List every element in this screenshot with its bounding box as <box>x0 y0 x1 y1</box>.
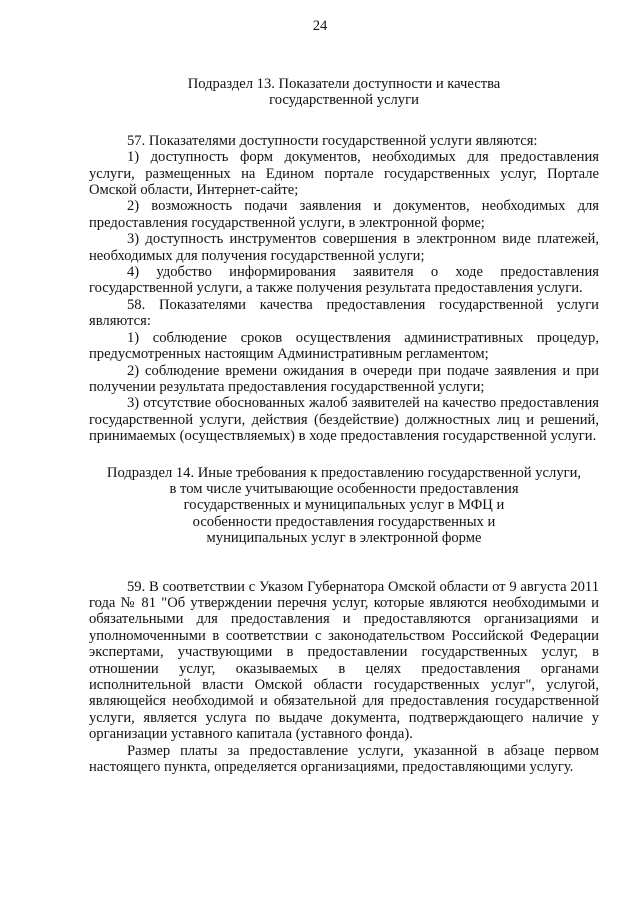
page-content <box>89 76 599 775</box>
paragraph-58-item1: 1) соблюдение сроков осуществления административных процедур, предусмотренных настоящим Административным регламентом; <box>89 329 599 363</box>
page-number: 24 <box>312 18 328 34</box>
subsection-14-line3: государственных и муниципальных услуг в МФЦ и <box>183 497 505 514</box>
paragraph-57-item1: 1) доступность форм документов, необходимых для предоставления услуги, размещенных на Едином портале государственных услуг, Портале Омской области, Интернет-сайте; <box>89 149 599 199</box>
subsection-14-line4: особенности предоставления государственных и <box>192 513 496 530</box>
subsection-13-title-line1: Подраздел 13. Показатели доступности и качества <box>187 76 501 92</box>
paragraph-57-item2: 2) возможность подачи заявления и документов, необходимых для предоставления государственной услуги, в электронной форме; <box>89 198 599 231</box>
paragraph-57-item4: 4) удобство информирования заявителя о ходе предоставления государственной услуги, а также получения результата предоставления услуги. <box>89 264 599 297</box>
subsection-14-heading <box>79 465 609 547</box>
paragraph-58-intro: 58. Показателями качества предоставления государственной услуги являются: <box>89 296 599 330</box>
paragraph-59: 59. В соответствии с Указом Губернатора Омской области от 9 августа 2011 года № 81 "Об утверждении перечня услуг, которые являются необходимыми и обязательными для предоставления и предоставляются организациями и уполномоченными в соответствии с законодательством Российской Федерации экспертами, участвующими в предоставлении государственных услуг, в отношении услуг, оказываемых в целях предоставления органами исполнительной власти Омской области государственных услуг", услугой, являющейся необходимой и обязательной для предоставления государственной услуги, является услуга по выдаче документа, подтверждающего наличие у организации уставного капитала (уставного фонда). <box>89 578 599 743</box>
subsection-13-title-line2: государственной услуги <box>269 92 419 109</box>
subsection-14-line2: в том числе учитывающие особенности предоставления <box>169 480 519 497</box>
paragraph-58-item2: 2) соблюдение времени ожидания в очереди при подаче заявления и при получении результата предоставления государственной услуги; <box>89 362 599 395</box>
paragraph-57-item3: 3) доступность инструментов совершения в электронном виде платежей, необходимых для получения государственной услуги; <box>89 231 599 264</box>
paragraph-58-item3: 3) отсутствие обоснованных жалоб заявителей на качество предоставления государственной услуги, действия (бездействие) должностных лиц и решений, принимаемых (осуществляемых) в ходе предоставления государственной услуги. <box>89 395 599 445</box>
subsection-13-heading <box>89 76 599 109</box>
subsection-14-line5: муниципальных услуг в электронной форме <box>206 530 482 547</box>
paragraph-57-intro: 57. Показателями доступности государственной услуги являются: <box>127 132 538 149</box>
paragraph-59-fee: Размер платы за предоставление услуги, указанной в абзаце первом настоящего пункта, определяется организациями, предоставляющими услугу. <box>89 742 599 776</box>
subsection-14-line1: Подраздел 14. Иные требования к предоставлению государственной услуги, <box>106 464 582 481</box>
